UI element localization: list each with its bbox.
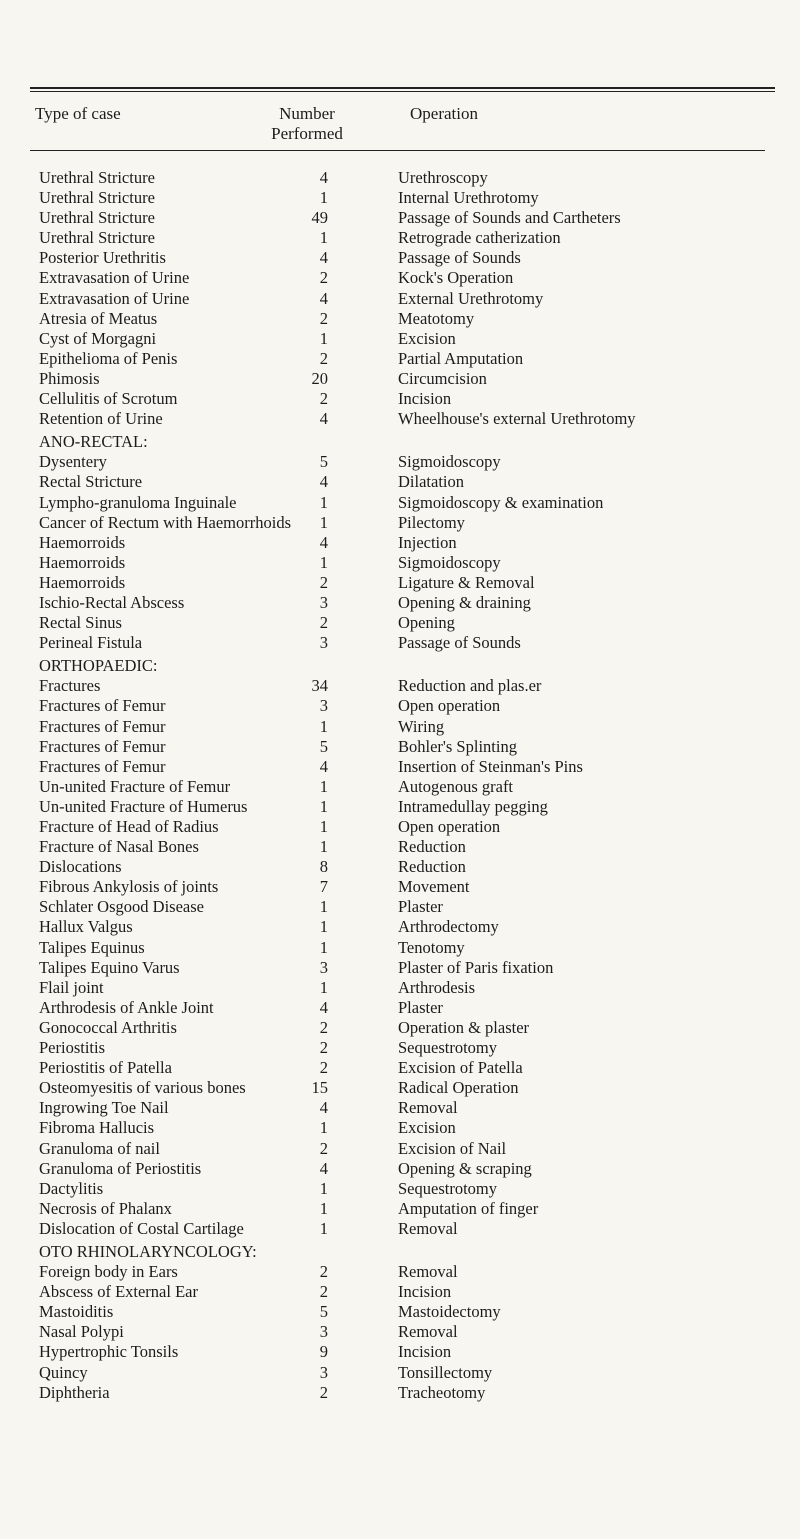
table-row bbox=[0, 737, 800, 757]
case-cell: Urethral Stricture bbox=[39, 168, 155, 187]
table-row bbox=[0, 613, 800, 633]
number-cell: 1 bbox=[319, 917, 328, 937]
case-cell: Posterior Urethritis bbox=[39, 248, 166, 268]
table-row bbox=[0, 917, 800, 937]
case-cell: Granuloma of nail bbox=[39, 1138, 160, 1158]
number-cell: 3 bbox=[319, 592, 328, 612]
operation-cell: Autogenous graft bbox=[398, 776, 514, 796]
table-row bbox=[0, 1199, 800, 1219]
number-cell: 3 bbox=[319, 1362, 328, 1382]
operation-cell: Open operation bbox=[398, 696, 501, 716]
operation-cell: Excision of Nail bbox=[398, 1138, 507, 1158]
case-cell: Osteomyesitis of various bones bbox=[39, 1078, 246, 1098]
number-cell: 7 bbox=[319, 877, 328, 897]
table-row bbox=[0, 1058, 800, 1078]
case-cell: Necrosis of Phalanx bbox=[39, 1198, 172, 1218]
number-cell: 1 bbox=[319, 837, 328, 857]
case-cell: Retention of Urine bbox=[39, 409, 163, 429]
number-cell: 1 bbox=[319, 937, 328, 957]
operation-cell: Sigmoidoscopy & examination bbox=[398, 492, 604, 512]
section-heading bbox=[0, 656, 800, 676]
table-row bbox=[0, 168, 800, 188]
operation-cell: Meatotomy bbox=[398, 308, 475, 328]
number-cell: 1 bbox=[319, 796, 328, 816]
number-cell: 2 bbox=[319, 1038, 328, 1058]
case-cell: Fractures of Femur bbox=[39, 716, 166, 736]
operation-cell: Excision bbox=[398, 1118, 456, 1138]
table-row bbox=[0, 1018, 800, 1038]
operation-cell: Opening bbox=[398, 613, 455, 633]
case-cell: Perineal Fistula bbox=[39, 633, 143, 653]
number-cell: 3 bbox=[319, 633, 328, 653]
case-cell: Ischio-Rectal Abscess bbox=[39, 592, 185, 612]
table-row bbox=[0, 208, 800, 228]
case-cell: Dislocation of Costal Cartilage bbox=[39, 1218, 244, 1238]
case-cell: Fractures of Femur bbox=[39, 756, 166, 776]
case-cell: Fibroma Hallucis bbox=[39, 1118, 155, 1138]
operation-cell: Open operation bbox=[398, 817, 501, 836]
operation-cell: Plaster of Paris fixation bbox=[398, 957, 554, 977]
table-row bbox=[0, 593, 800, 613]
table-row bbox=[0, 573, 800, 593]
table-row bbox=[0, 1139, 800, 1159]
case-cell: Hallux Valgus bbox=[39, 917, 133, 937]
number-cell: 2 bbox=[319, 268, 328, 288]
table-row bbox=[0, 998, 800, 1018]
case-cell: Fibrous Ankylosis of joints bbox=[39, 877, 219, 897]
number-cell: 5 bbox=[319, 452, 328, 472]
case-cell: Hypertrophic Tonsils bbox=[39, 1342, 179, 1362]
operation-cell: Incision bbox=[398, 1282, 452, 1302]
operation-cell: Removal bbox=[398, 1218, 458, 1238]
operation-cell: Bohler's Splinting bbox=[398, 736, 517, 756]
case-cell: Cellulitis of Scrotum bbox=[39, 389, 178, 409]
operation-cell: Removal bbox=[398, 1262, 458, 1282]
number-cell: 3 bbox=[319, 696, 328, 716]
operation-cell: Radical Operation bbox=[398, 1078, 519, 1098]
section-heading bbox=[0, 432, 800, 452]
case-cell: Fracture of Nasal Bones bbox=[39, 837, 199, 857]
case-cell: Periostitis of Patella bbox=[39, 1058, 172, 1078]
operation-cell: Retrograde catherization bbox=[398, 228, 561, 248]
number-cell: 2 bbox=[319, 1262, 328, 1282]
operation-cell: Amputation of finger bbox=[398, 1198, 539, 1218]
header-bottom-rule bbox=[30, 150, 765, 151]
table-row bbox=[0, 289, 800, 309]
number-cell: 34 bbox=[311, 676, 328, 696]
operation-cell: Arthrodectomy bbox=[398, 917, 499, 937]
operation-cell: Partial Amputation bbox=[398, 348, 524, 368]
number-cell: 2 bbox=[319, 572, 328, 592]
case-cell: Haemorroids bbox=[39, 532, 126, 552]
table-row bbox=[0, 452, 800, 472]
table-row bbox=[0, 1282, 800, 1302]
table-row bbox=[0, 777, 800, 797]
number-cell: 1 bbox=[319, 188, 328, 208]
table-row bbox=[0, 717, 800, 737]
number-cell: 1 bbox=[319, 897, 328, 917]
operation-cell: Insertion of Steinman's Pins bbox=[398, 756, 583, 776]
case-cell: Dysentery bbox=[39, 452, 107, 472]
operations-table-body bbox=[0, 168, 800, 1403]
table-row bbox=[0, 228, 800, 248]
case-cell: Diphtheria bbox=[39, 1382, 110, 1402]
operation-cell: Intramedullay pegging bbox=[398, 796, 548, 816]
table-row bbox=[0, 1363, 800, 1383]
case-cell: Phimosis bbox=[39, 368, 100, 388]
operation-cell: Sequestrotomy bbox=[398, 1178, 497, 1198]
number-cell: 2 bbox=[319, 1058, 328, 1078]
number-cell: 8 bbox=[319, 857, 328, 877]
table-row bbox=[0, 493, 800, 513]
header-top-rule-thin bbox=[30, 91, 775, 92]
operation-cell: Opening & draining bbox=[398, 592, 531, 612]
table-row bbox=[0, 1322, 800, 1342]
operation-cell: Opening & scraping bbox=[398, 1158, 532, 1178]
operation-cell: Circumcision bbox=[398, 368, 487, 388]
operation-cell: Wheelhouse's external Urethrotomy bbox=[398, 409, 636, 429]
table-row bbox=[0, 757, 800, 777]
column-header-type-of-case: Type of case bbox=[35, 104, 121, 123]
table-row bbox=[0, 633, 800, 653]
table-row bbox=[0, 533, 800, 553]
table-row bbox=[0, 349, 800, 369]
case-cell: Fractures of Femur bbox=[39, 736, 166, 756]
number-cell: 5 bbox=[319, 736, 328, 756]
table-row bbox=[0, 676, 800, 696]
column-header-number-line1: Number bbox=[279, 104, 335, 123]
operation-cell: Removal bbox=[398, 1098, 458, 1118]
section-title: ANO-RECTAL: bbox=[39, 432, 148, 452]
number-cell: 1 bbox=[319, 1198, 328, 1218]
operation-cell: Excision bbox=[398, 328, 456, 348]
number-cell: 1 bbox=[319, 328, 328, 348]
case-cell: Urethral Stricture bbox=[39, 208, 155, 228]
case-cell: Quincy bbox=[39, 1362, 88, 1382]
operation-cell: Plaster bbox=[398, 997, 443, 1017]
table-row bbox=[0, 1078, 800, 1098]
table-row bbox=[0, 696, 800, 716]
number-cell: 2 bbox=[319, 1138, 328, 1158]
table-row bbox=[0, 877, 800, 897]
number-cell: 4 bbox=[319, 532, 328, 552]
operation-cell: Kock's Operation bbox=[398, 268, 514, 288]
table-row bbox=[0, 553, 800, 573]
operation-cell: Sigmoidoscopy bbox=[398, 552, 501, 572]
table-row bbox=[0, 817, 800, 837]
number-cell: 4 bbox=[319, 997, 328, 1017]
table-row bbox=[0, 958, 800, 978]
number-cell: 1 bbox=[319, 776, 328, 796]
column-header-number-line2: Performed bbox=[271, 124, 343, 143]
table-row bbox=[0, 1118, 800, 1138]
number-cell: 1 bbox=[319, 1178, 328, 1198]
section-title: OTO RHINOLARYNCOLOGY: bbox=[39, 1241, 257, 1261]
operation-cell: Reduction bbox=[398, 857, 466, 877]
number-cell: 1 bbox=[319, 817, 328, 836]
operation-cell: Tenotomy bbox=[398, 937, 465, 957]
operation-cell: Sequestrotomy bbox=[398, 1038, 497, 1058]
table-row bbox=[0, 513, 800, 533]
table-row bbox=[0, 268, 800, 288]
operation-cell: Ligature & Removal bbox=[398, 572, 535, 592]
case-cell: Flail joint bbox=[39, 977, 104, 997]
operation-cell: Dilatation bbox=[398, 472, 464, 492]
number-cell: 4 bbox=[319, 168, 328, 187]
operation-cell: Wiring bbox=[398, 716, 445, 736]
number-cell: 3 bbox=[319, 1322, 328, 1342]
case-cell: Rectal Stricture bbox=[39, 472, 143, 492]
number-cell: 1 bbox=[319, 512, 328, 532]
number-cell: 4 bbox=[319, 248, 328, 268]
number-cell: 1 bbox=[319, 1118, 328, 1138]
table-row bbox=[0, 1098, 800, 1118]
number-cell: 5 bbox=[319, 1302, 328, 1322]
table-row bbox=[0, 188, 800, 208]
number-cell: 15 bbox=[311, 1078, 328, 1098]
table-row bbox=[0, 329, 800, 349]
number-cell: 4 bbox=[319, 288, 328, 308]
case-cell: Un-united Fracture of Femur bbox=[39, 776, 231, 796]
operation-cell: Reduction bbox=[398, 837, 466, 857]
number-cell: 1 bbox=[319, 492, 328, 512]
table-row bbox=[0, 837, 800, 857]
table-row bbox=[0, 1342, 800, 1362]
operation-cell: Injection bbox=[398, 532, 457, 552]
operation-cell: Sigmoidoscopy bbox=[398, 452, 501, 472]
case-cell: Mastoiditis bbox=[39, 1302, 114, 1322]
section-title: ORTHOPAEDIC: bbox=[39, 656, 158, 676]
operation-cell: Passage of Sounds and Cartheters bbox=[398, 208, 621, 228]
case-cell: Dislocations bbox=[39, 857, 122, 877]
operation-cell: Removal bbox=[398, 1322, 458, 1342]
table-row bbox=[0, 472, 800, 492]
number-cell: 2 bbox=[319, 389, 328, 409]
case-cell: Extravasation of Urine bbox=[39, 268, 190, 288]
operation-cell: Mastoidectomy bbox=[398, 1302, 501, 1322]
operation-cell: Incision bbox=[398, 389, 452, 409]
table-row bbox=[0, 1038, 800, 1058]
case-cell: Arthrodesis of Ankle Joint bbox=[39, 997, 214, 1017]
header-top-rule bbox=[30, 87, 775, 89]
number-cell: 9 bbox=[319, 1342, 328, 1362]
case-cell: Granuloma of Periostitis bbox=[39, 1158, 202, 1178]
table-row bbox=[0, 857, 800, 877]
case-cell: Dactylitis bbox=[39, 1178, 104, 1198]
table-row bbox=[0, 938, 800, 958]
operation-cell: Plaster bbox=[398, 897, 443, 917]
number-cell: 49 bbox=[311, 208, 328, 228]
operation-cell: Tracheotomy bbox=[398, 1382, 486, 1402]
case-cell: Ingrowing Toe Nail bbox=[39, 1098, 169, 1118]
number-cell: 1 bbox=[319, 716, 328, 736]
operation-cell: Operation & plaster bbox=[398, 1017, 530, 1037]
table-row bbox=[0, 309, 800, 329]
case-cell: Extravasation of Urine bbox=[39, 288, 190, 308]
case-cell: Rectal Sinus bbox=[39, 613, 122, 633]
number-cell: 1 bbox=[319, 1218, 328, 1238]
table-row bbox=[0, 409, 800, 429]
table-row bbox=[0, 897, 800, 917]
table-row bbox=[0, 1262, 800, 1282]
number-cell: 2 bbox=[319, 1382, 328, 1402]
table-row bbox=[0, 1383, 800, 1403]
number-cell: 20 bbox=[311, 368, 328, 388]
case-cell: Atresia of Meatus bbox=[39, 308, 158, 328]
case-cell: Cyst of Morgagni bbox=[39, 328, 157, 348]
operation-cell: Excision of Patella bbox=[398, 1058, 523, 1078]
case-cell: Haemorroids bbox=[39, 552, 126, 572]
number-cell: 1 bbox=[319, 977, 328, 997]
operation-cell: Reduction and plas.er bbox=[398, 676, 542, 696]
case-cell: Haemorroids bbox=[39, 572, 126, 592]
operation-cell: Arthrodesis bbox=[398, 977, 475, 997]
number-cell: 4 bbox=[319, 756, 328, 776]
section-heading bbox=[0, 1242, 800, 1262]
operation-cell: Incision bbox=[398, 1342, 452, 1362]
case-cell: Gonococcal Arthritis bbox=[39, 1017, 177, 1037]
case-cell: Periostitis bbox=[39, 1038, 106, 1058]
table-row bbox=[0, 797, 800, 817]
case-cell: Lympho-granuloma Inguinale bbox=[39, 492, 237, 512]
case-cell: Urethral Stricture bbox=[39, 228, 155, 248]
number-cell: 4 bbox=[319, 409, 328, 429]
table-row bbox=[0, 1159, 800, 1179]
number-cell: 1 bbox=[319, 552, 328, 572]
case-cell: Talipes Equino Varus bbox=[39, 957, 180, 977]
table-row bbox=[0, 389, 800, 409]
column-header-operation: Operation bbox=[410, 104, 478, 123]
case-cell: Fractures bbox=[39, 676, 101, 696]
operation-cell: Passage of Sounds bbox=[398, 633, 521, 653]
number-cell: 3 bbox=[319, 957, 328, 977]
case-cell: Abscess of External Ear bbox=[39, 1282, 198, 1302]
operation-cell: Internal Urethrotomy bbox=[398, 188, 539, 208]
table-row bbox=[0, 1219, 800, 1239]
number-cell: 2 bbox=[319, 1017, 328, 1037]
table-row bbox=[0, 369, 800, 389]
operation-cell: External Urethrotomy bbox=[398, 288, 544, 308]
table-row bbox=[0, 248, 800, 268]
case-cell: Cancer of Rectum with Haemorrhoids bbox=[39, 512, 292, 532]
case-cell: Fractures of Femur bbox=[39, 696, 166, 716]
table-row bbox=[0, 1179, 800, 1199]
operation-cell: Urethroscopy bbox=[398, 168, 488, 187]
table-row bbox=[0, 978, 800, 998]
number-cell: 1 bbox=[319, 228, 328, 248]
case-cell: Schlater Osgood Disease bbox=[39, 897, 204, 917]
operation-cell: Tonsillectomy bbox=[398, 1362, 493, 1382]
case-cell: Un-united Fracture of Humerus bbox=[39, 796, 248, 816]
number-cell: 2 bbox=[319, 308, 328, 328]
case-cell: Urethral Stricture bbox=[39, 188, 155, 208]
number-cell: 2 bbox=[319, 613, 328, 633]
number-cell: 4 bbox=[319, 472, 328, 492]
number-cell: 4 bbox=[319, 1158, 328, 1178]
table-row bbox=[0, 1302, 800, 1322]
number-cell: 2 bbox=[319, 348, 328, 368]
operation-cell: Pilectomy bbox=[398, 512, 465, 532]
operation-cell: Movement bbox=[398, 877, 470, 897]
operation-cell: Passage of Sounds bbox=[398, 248, 521, 268]
case-cell: Foreign body in Ears bbox=[39, 1262, 178, 1282]
number-cell: 4 bbox=[319, 1098, 328, 1118]
case-cell: Nasal Polypi bbox=[39, 1322, 124, 1342]
number-cell: 2 bbox=[319, 1282, 328, 1302]
case-cell: Fracture of Head of Radius bbox=[39, 817, 219, 836]
case-cell: Epithelioma of Penis bbox=[39, 348, 178, 368]
column-header-number-performed bbox=[242, 104, 372, 144]
case-cell: Talipes Equinus bbox=[39, 937, 145, 957]
